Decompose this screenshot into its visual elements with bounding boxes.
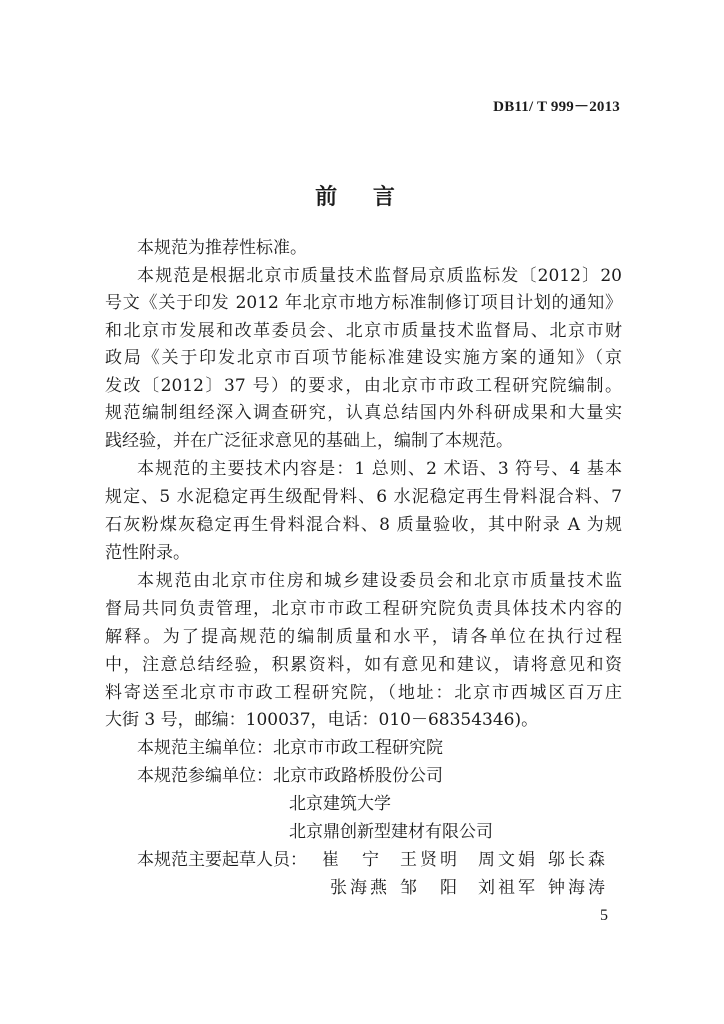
drafter-name: 邹 阳 (400, 878, 457, 898)
body-line: 政局《关于印发北京市百项节能标准建设实施方案的通知》（京 (105, 348, 622, 368)
body-line: 本规范由北京市住房和城乡建设委员会和北京市质量技术监 (137, 571, 622, 591)
body-line: 料寄送至北京市市政工程研究院，（地址：北京市西城区百万庄 (105, 683, 622, 703)
document-code: DB11/ T 999－2013 (493, 99, 620, 115)
body-line: 本规范的主要技术内容是：1 总则、2 术语、3 符号、4 基本 (137, 459, 622, 479)
page-number: 5 (600, 907, 608, 924)
body-line: 发改〔2012〕37 号）的要求，由北京市市政工程研究院编制。 (105, 376, 622, 396)
body-line: 本规范为推荐性标准。 (137, 238, 307, 258)
body-line: 号文《关于印发 2012 年北京市地方标准制修订项目计划的通知》 (105, 293, 622, 313)
participating-units: 本规范参编单位：北京市政路桥股份公司 (137, 766, 443, 786)
body-line: 解释。为了提高规范的编制质量和水平，请各单位在执行过程 (105, 627, 622, 647)
drafter-name: 张海燕 (330, 878, 387, 898)
body-line: 和北京市发展和改革委员会、北京市质量技术监督局、北京市财 (105, 321, 622, 341)
body-line: 规范编制组经深入调查研究，认真总结国内外科研成果和大量实 (105, 403, 622, 423)
body-line: 石灰粉煤灰稳定再生骨料混合料、8 质量验收，其中附录 A 为规 (105, 515, 622, 535)
drafter-name: 周文娟 (478, 850, 535, 870)
participating-unit: 北京鼎创新型建材有限公司 (289, 822, 493, 842)
drafters-label: 本规范主要起草人员： (137, 850, 307, 870)
drafter-name: 邬长森 (548, 850, 605, 870)
body-line: 践经验，并在广泛征求意见的基础上，编制了本规范。 (105, 431, 513, 451)
body-line: 督局共同负责管理，北京市市政工程研究院负责具体技术内容的 (105, 599, 622, 619)
drafter-name: 崔 宁 (322, 850, 379, 870)
body-line: 大街 3 号，邮编：100037，电话：010－68354346)。 (105, 710, 539, 730)
drafter-name: 王贤明 (400, 850, 457, 870)
drafter-name: 刘祖军 (478, 878, 535, 898)
body-line: 范性附录。 (105, 543, 190, 563)
drafter-name: 钟海涛 (548, 878, 605, 898)
body-line: 本规范是根据北京市质量技术监督局京质监标发〔2012〕20 (137, 266, 622, 286)
chief-unit: 本规范主编单位：北京市市政工程研究院 (137, 738, 443, 758)
page-title: 前 言 (315, 185, 409, 210)
participating-unit: 北京建筑大学 (289, 794, 391, 814)
body-line: 中，注意总结经验，积累资料，如有意见和建议，请将意见和资 (105, 655, 622, 675)
body-line: 规定、5 水泥稳定再生级配骨料、6 水泥稳定再生骨料混合料、7 (105, 487, 622, 507)
